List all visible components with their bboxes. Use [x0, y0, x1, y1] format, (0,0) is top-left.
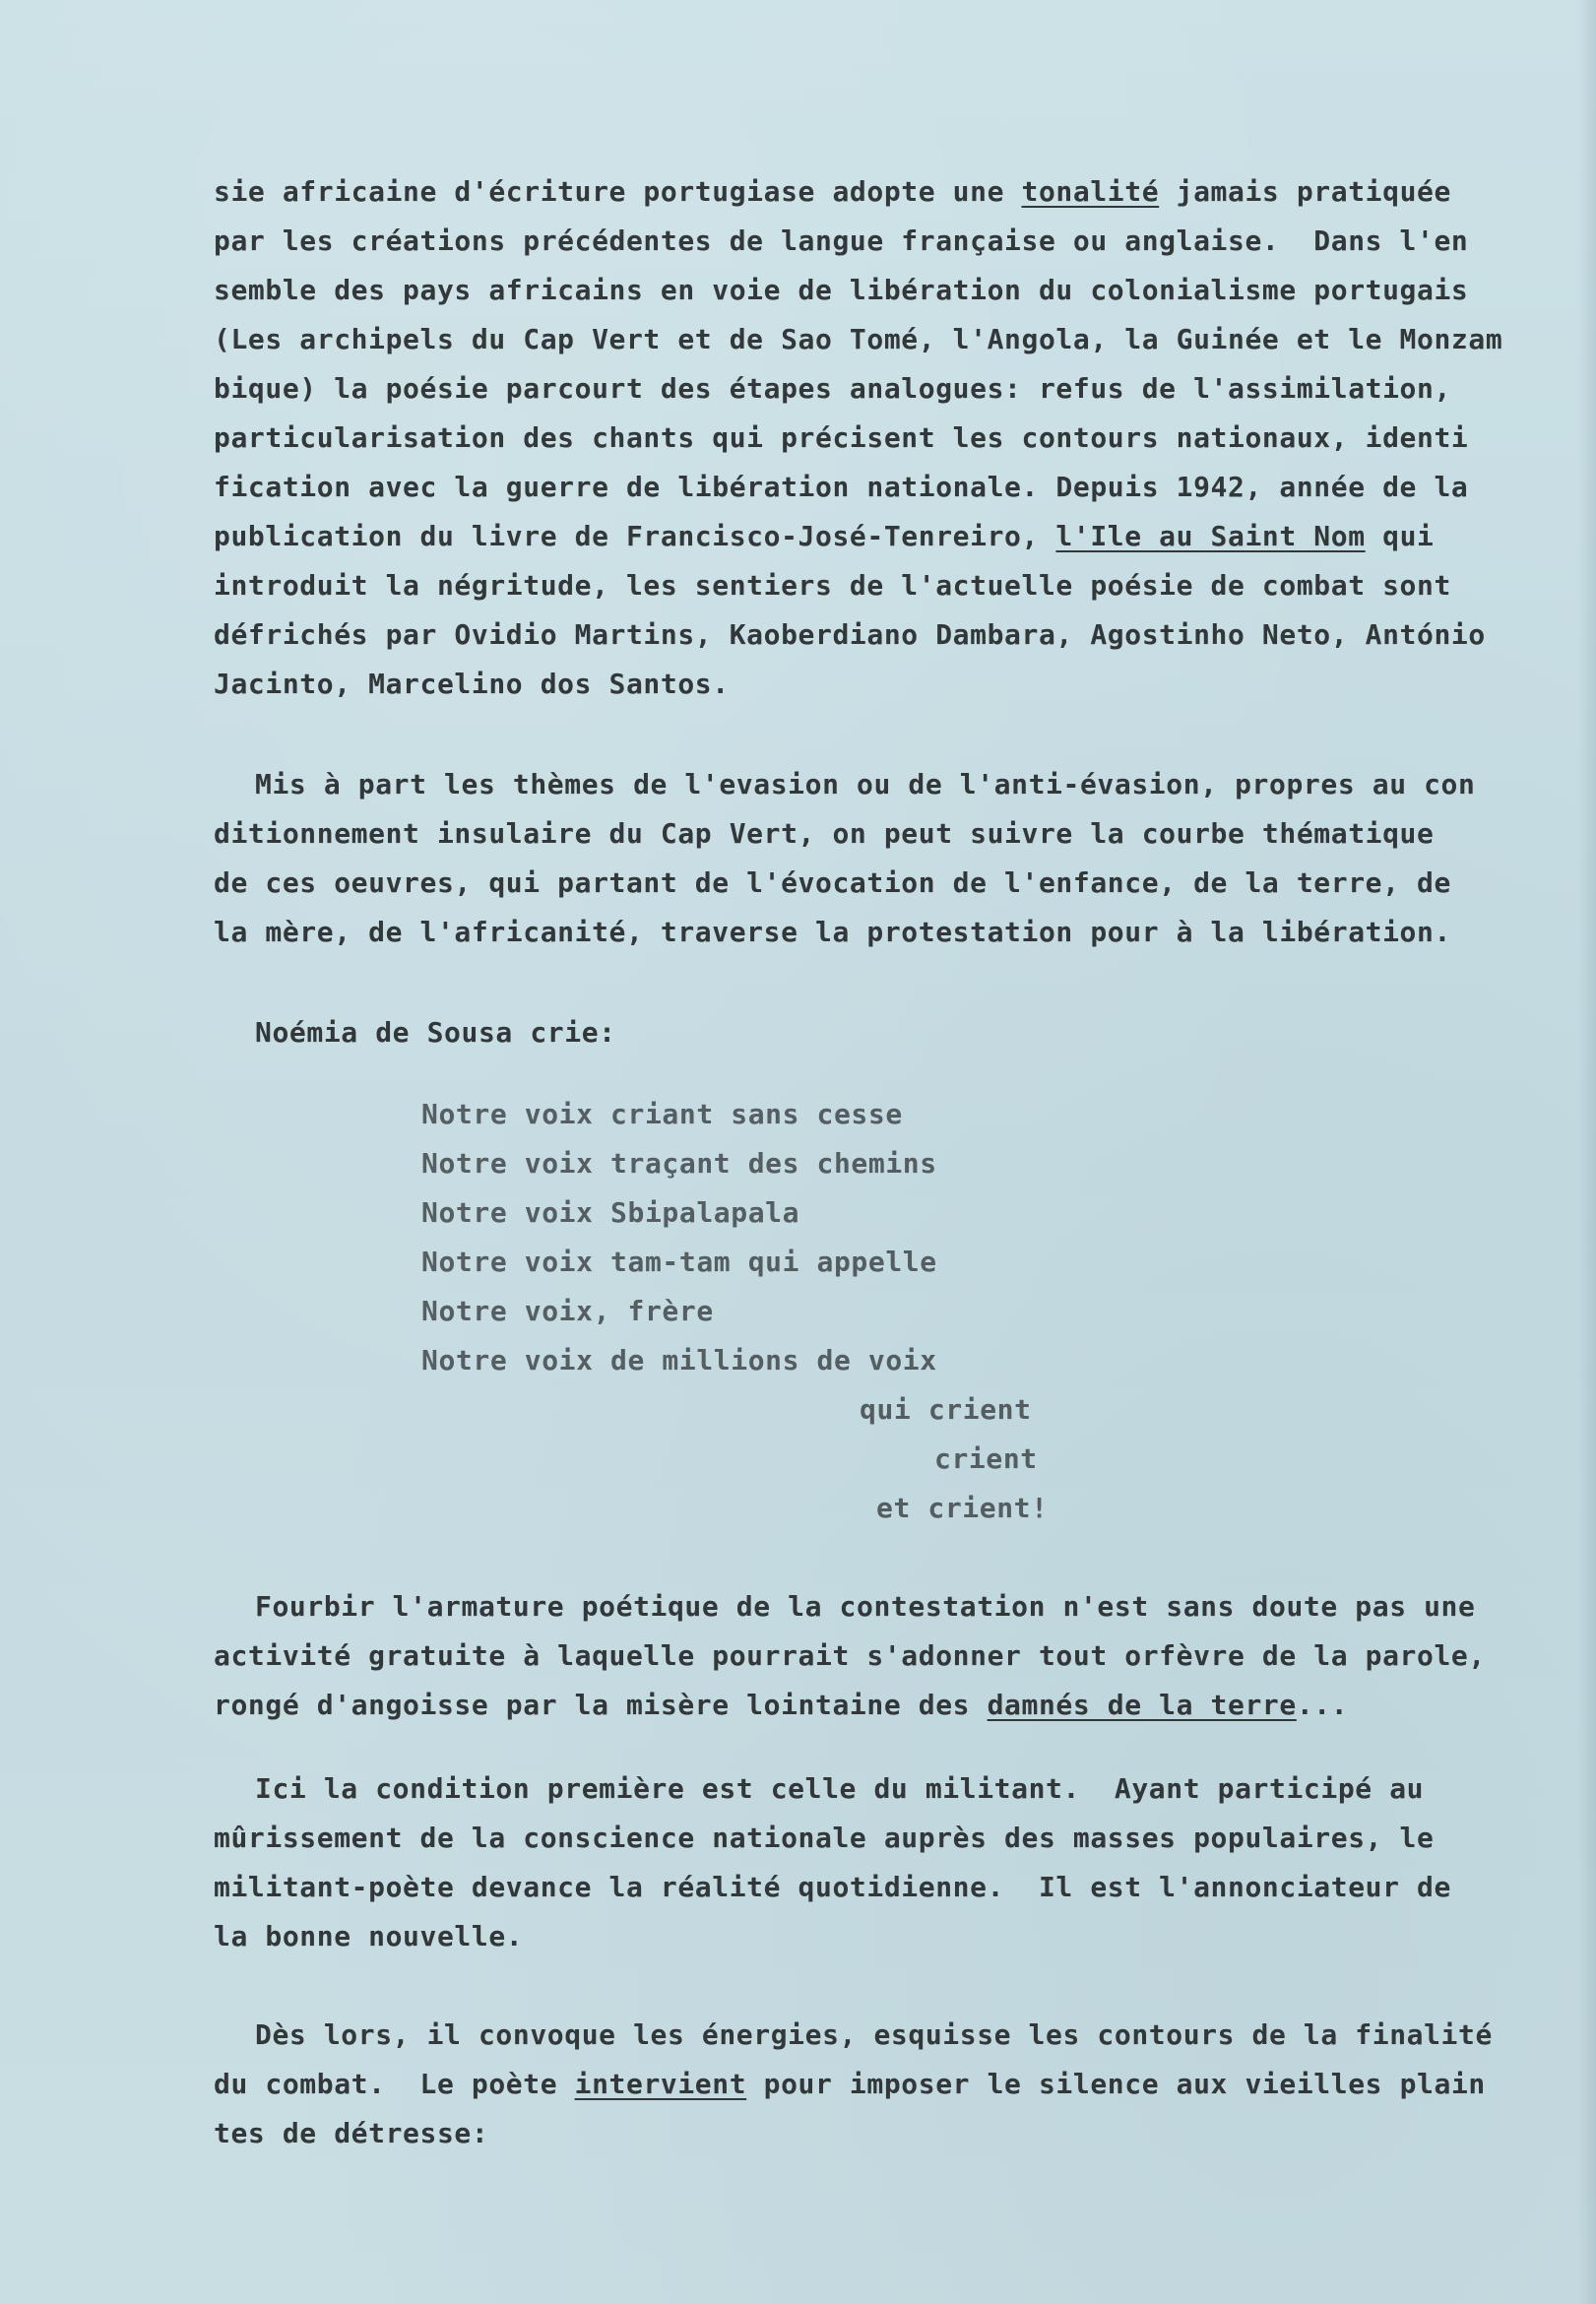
- text-line: activité gratuite à laquelle pourrait s'adonner tout orfèvre de la parole,: [214, 1639, 1486, 1672]
- text-line: rongé d'angoisse par la misère lointaine des damnés de la terre...: [214, 1689, 1349, 1721]
- text-line: défrichés par Ovidio Martins, Kaoberdiano Dambara, Agostinho Neto, António: [214, 618, 1486, 651]
- poem-line: Notre voix tam-tam qui appelle: [421, 1246, 937, 1278]
- text-line: mûrissement de la conscience nationale auprès des masses populaires, le: [214, 1822, 1435, 1854]
- text-line: Ici la condition première est celle du militant. Ayant participé au: [255, 1772, 1425, 1805]
- text-line: par les créations précédentes de langue française ou anglaise. Dans l'en: [214, 224, 1469, 257]
- text-line: du combat. Le poète intervient pour imposer le silence aux vieilles plain: [214, 2068, 1486, 2100]
- poem-intro: Noémia de Sousa crie:: [255, 1016, 616, 1049]
- text-line: ditionnement insulaire du Cap Vert, on peut suivre la courbe thématique: [214, 817, 1435, 850]
- text-line: Dès lors, il convoque les énergies, esquisse les contours de la finalité: [255, 2018, 1493, 2051]
- text-line: de ces oeuvres, qui partant de l'évocation de l'enfance, de la terre, de: [214, 866, 1451, 899]
- text-line: publication du livre de Francisco-José-Tenreiro, l'Ile au Saint Nom qui: [214, 520, 1435, 552]
- underlined-phrase: damnés de la terre: [987, 1689, 1297, 1721]
- underlined-word: intervient: [574, 2068, 747, 2100]
- text-line: semble des pays africains en voie de libération du colonialisme portugais: [214, 274, 1469, 306]
- text-line: sie africaine d'écriture portugiase adopte une tonalité jamais pratiquée: [214, 175, 1451, 208]
- book-title: l'Ile au Saint Nom: [1055, 520, 1366, 552]
- poem-line: Notre voix criant sans cesse: [421, 1098, 903, 1130]
- underlined-term: tonalité: [1021, 175, 1160, 208]
- text-line: bique) la poésie parcourt des étapes analogues: refus de l'assimilation,: [214, 372, 1451, 405]
- poem-line: Notre voix Sbipalapala: [421, 1196, 800, 1229]
- poem-line: crient: [934, 1442, 1038, 1475]
- text-line: (Les archipels du Cap Vert et de Sao Tomé, l'Angola, la Guinée et le Monzam: [214, 323, 1503, 355]
- text-line: la bonne nouvelle.: [214, 1920, 524, 1952]
- poem-line: Notre voix, frère: [421, 1295, 714, 1327]
- text-line: particularisation des chants qui précisent les contours nationaux, identi: [214, 421, 1469, 454]
- text-line: Mis à part les thèmes de l'evasion ou de l'anti-évasion, propres au con: [255, 768, 1476, 800]
- text-line: Jacinto, Marcelino dos Santos.: [214, 668, 730, 700]
- text-line: fication avec la guerre de libération nationale. Depuis 1942, année de la: [214, 471, 1469, 503]
- poem-line: Notre voix de millions de voix: [421, 1344, 937, 1376]
- text-line: la mère, de l'africanité, traverse la protestation pour à la libération.: [214, 916, 1451, 948]
- text-line: Fourbir l'armature poétique de la contestation n'est sans doute pas une: [255, 1590, 1476, 1623]
- poem-line: et crient!: [876, 1492, 1049, 1524]
- poem-line: qui crient: [860, 1393, 1032, 1426]
- poem-line: Notre voix traçant des chemins: [421, 1147, 937, 1180]
- text-line: tes de détresse:: [214, 2117, 489, 2149]
- text-line: militant-poète devance la réalité quotidienne. Il est l'annonciateur de: [214, 1871, 1451, 1903]
- text-line: introduit la négritude, les sentiers de l'actuelle poésie de combat sont: [214, 569, 1451, 602]
- page-edge-shadow: [1578, 0, 1596, 2304]
